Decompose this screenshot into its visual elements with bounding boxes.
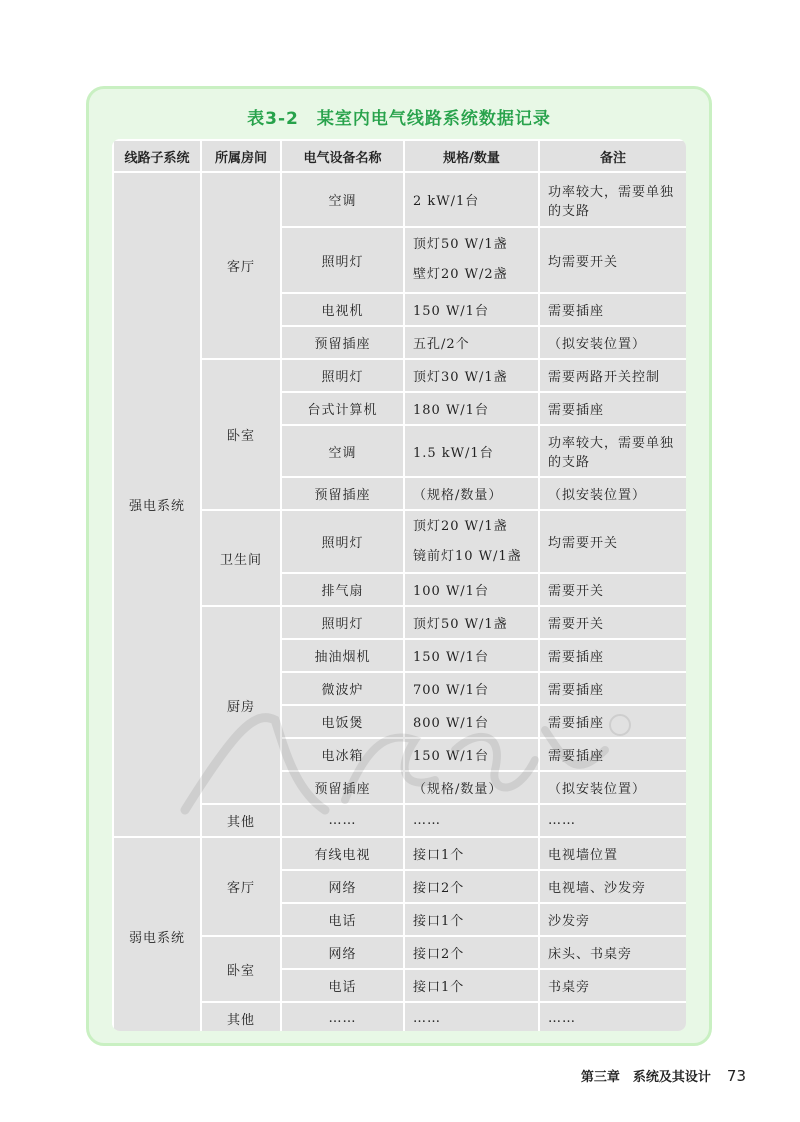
spec-cell [404,573,539,606]
spec-line: 顶灯20 W/1盏 [413,518,508,534]
device-cell: 空调 [281,172,404,227]
note-cell: 需要开关 [539,573,686,606]
header-row [113,140,686,172]
note-cell: （拟安装位置） [539,477,686,510]
spec-cell [404,392,539,425]
spec-cell [404,359,539,392]
device-cell: 照明灯 [281,606,404,639]
spec-cell [404,477,539,510]
spec-cell [404,705,539,738]
device-cell: 预留插座 [281,771,404,804]
device-cell: 电视机 [281,293,404,326]
table-row [113,837,686,870]
note-cell: 床头、书桌旁 [539,936,686,969]
column-header: 备注 [539,140,686,172]
spec-line: …… [413,813,441,828]
spec-cell [404,804,539,837]
note-cell: （拟安装位置） [539,326,686,359]
spec-line: 镜前灯10 W/1盏 [413,548,522,564]
room-cell: 客厅 [201,172,281,359]
room-cell: 其他 [201,1002,281,1031]
device-cell: 有线电视 [281,837,404,870]
note-cell: 功率较大，需要单独的支路 [539,172,686,227]
spec-cell [404,936,539,969]
room-cell: 卧室 [201,936,281,1002]
spec-line: …… [413,1011,441,1026]
spec-cell [404,639,539,672]
spec-cell [404,969,539,1002]
device-cell: 电话 [281,969,404,1002]
spec-line: 150 W/1台 [413,650,489,665]
table-container [112,139,686,1031]
table-row [113,172,686,227]
room-cell: 卫生间 [201,510,281,606]
spec-cell [404,903,539,936]
spec-line: 顶灯50 W/1盏 [413,617,508,632]
note-cell: …… [539,804,686,837]
spec-line: 壁灯20 W/2盏 [413,267,508,282]
spec-line: 100 W/1台 [413,584,489,599]
spec-cell [404,326,539,359]
device-cell: 照明灯 [281,227,404,293]
note-cell: 需要插座 [539,738,686,771]
note-cell: 需要插座 [539,392,686,425]
column-header: 电气设备名称 [281,140,404,172]
spec-line: 700 W/1台 [413,683,489,698]
device-cell: 微波炉 [281,672,404,705]
device-cell: 空调 [281,425,404,477]
table-title: 表3-2 某室内电气线路系统数据记录 [247,109,551,129]
room-cell: 其他 [201,804,281,837]
spec-cell [404,425,539,477]
spec-cell [404,172,539,227]
spec-cell [404,293,539,326]
spec-line: 接口1个 [413,914,465,929]
table-body [113,172,686,1031]
spec-cell [404,1002,539,1031]
chapter-title: 第三章 系统及其设计 [580,1070,711,1085]
device-cell: 电话 [281,903,404,936]
spec-line: 接口2个 [413,881,465,896]
note-cell: 需要插座 [539,672,686,705]
device-cell: 照明灯 [281,359,404,392]
spec-line: 接口1个 [413,980,465,995]
device-cell: 电饭煲 [281,705,404,738]
spec-cell [404,738,539,771]
note-cell: 均需要开关 [539,510,686,573]
column-header: 线路子系统 [113,140,201,172]
spec-cell [404,870,539,903]
spec-line: （规格/数量） [413,488,503,503]
spec-line: 顶灯50 W/1盏 [413,237,508,252]
spec-line: 1.5 kW/1台 [413,445,494,461]
spec-line: 150 W/1台 [413,749,489,764]
device-cell: 网络 [281,870,404,903]
spec-line: 接口1个 [413,848,465,863]
page-footer [581,1066,746,1085]
note-cell: （拟安装位置） [539,771,686,804]
spec-cell [404,510,539,573]
note-cell: 电视墙位置 [539,837,686,870]
note-cell: …… [539,1002,686,1031]
room-cell: 厨房 [201,606,281,804]
device-cell: 抽油烟机 [281,639,404,672]
note-cell: 需要插座 [539,705,686,738]
room-cell: 客厅 [201,837,281,936]
spec-line: 顶灯30 W/1盏 [413,370,508,385]
spec-line: 180 W/1台 [413,403,489,418]
device-cell: 照明灯 [281,510,404,573]
note-cell: 电视墙、沙发旁 [539,870,686,903]
spec-cell [404,227,539,293]
spec-line: （规格/数量） [413,782,503,797]
note-cell: 需要插座 [539,639,686,672]
spec-cell [404,606,539,639]
spec-line: 800 W/1台 [413,716,489,731]
note-cell: 沙发旁 [539,903,686,936]
spec-line: 接口2个 [413,947,465,962]
spec-cell [404,672,539,705]
note-cell: 需要两路开关控制 [539,359,686,392]
note-cell: 书桌旁 [539,969,686,1002]
room-cell: 卧室 [201,359,281,510]
spec-line: 2 kW/1台 [413,194,480,209]
note-cell: 需要开关 [539,606,686,639]
spec-cell [404,837,539,870]
device-cell: 排气扇 [281,573,404,606]
note-cell: 需要插座 [539,293,686,326]
spec-line: 150 W/1台 [413,304,489,319]
device-cell: 预留插座 [281,326,404,359]
data-table [112,139,686,1031]
subsystem-cell: 弱电系统 [113,837,201,1031]
spec-line: 五孔/2个 [413,337,470,352]
page-number: 73 [726,1067,746,1085]
device-cell: 网络 [281,936,404,969]
note-cell: 功率较大，需要单独的支路 [539,425,686,477]
note-cell: 均需要开关 [539,227,686,293]
device-cell: …… [281,1002,404,1031]
column-header: 规格/数量 [404,140,539,172]
spec-cell [404,771,539,804]
device-cell: …… [281,804,404,837]
device-cell: 预留插座 [281,477,404,510]
device-cell: 电冰箱 [281,738,404,771]
device-cell: 台式计算机 [281,392,404,425]
subsystem-cell: 强电系统 [113,172,201,837]
column-header: 所属房间 [201,140,281,172]
